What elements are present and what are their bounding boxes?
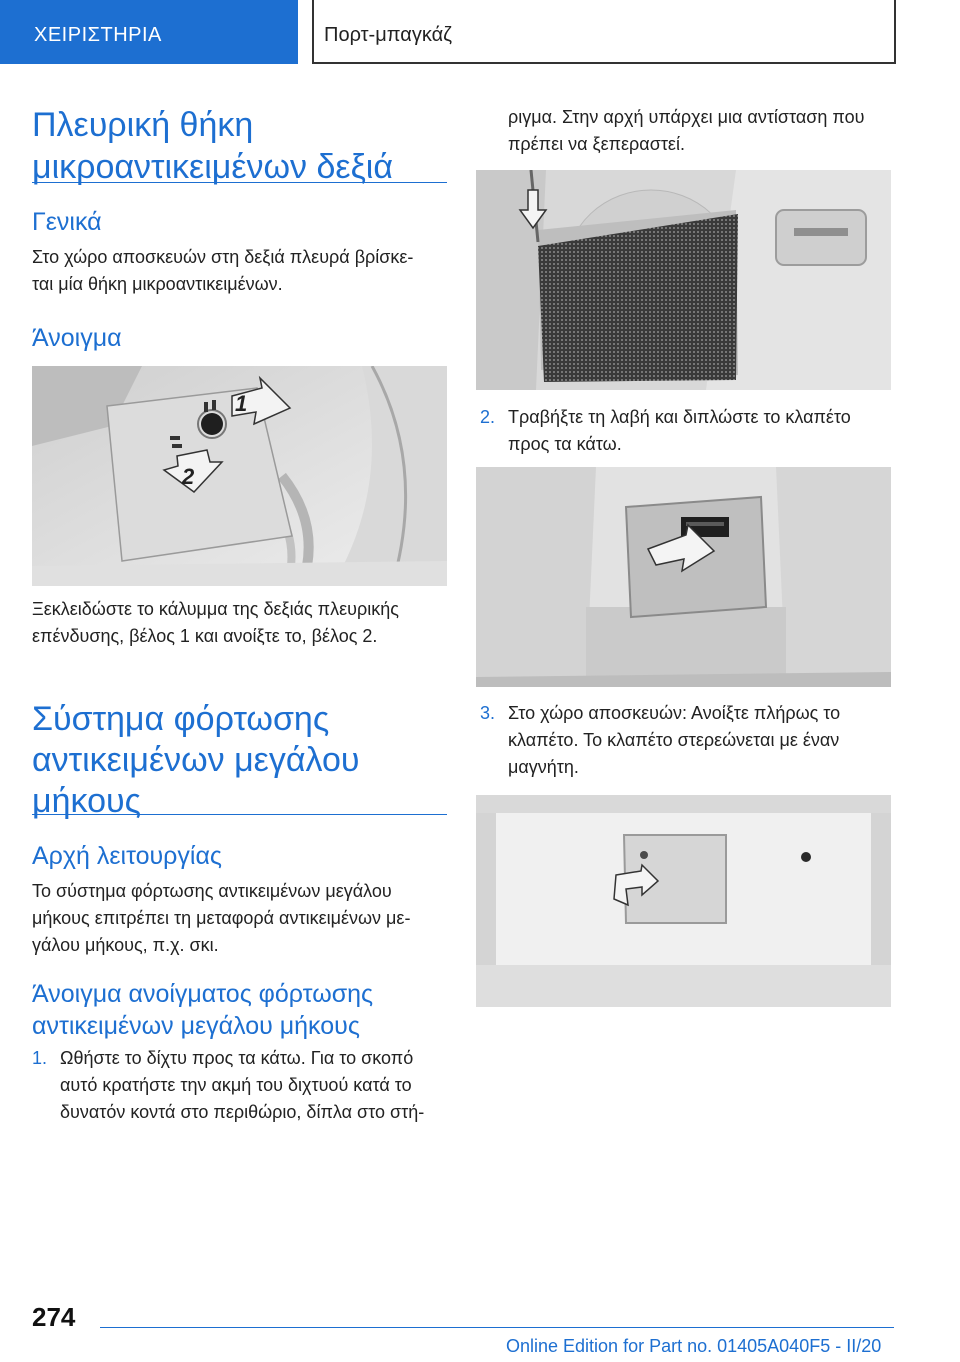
step-2-text: Τραβήξτε τη λαβή και διπλώστε το κλαπέτο προς τα κάτω. [508,407,851,454]
chapter-box [312,0,896,64]
heading-loading-system: Σύστημα φόρτωσης αντικειμένων μεγάλου μήκους [32,700,360,820]
arrow-label-1: 1 [235,391,248,416]
step-2-number: 2. [480,407,496,427]
figure-flap-handle [476,467,891,687]
heading-general: Γενικά [32,208,102,236]
general-text: Στο χώρο αποσκευών στη δεξιά πλευρά βρίσκε- ται μία θήκη μικροαντικειμένων. [32,247,414,294]
heading-open-loading: Άνοιγμα ανοίγματος φόρτωσης αντικειμένων μεγάλου μήκους [32,980,374,1040]
step-3 [480,700,895,782]
opening-text: Ξεκλειδώστε το κάλυμμα της δεξιάς πλευρικής επένδυσης, βέλος 1 και ανοίξτε το, βέλος 2. [32,599,399,646]
heading-side-compartment: Πλευρική θήκη μικροαντικειμένων δεξιά [32,106,394,186]
principle-text: Το σύστημα φόρτωσης αντικειμένων μεγάλου μήκους επιτρέπει τη μεταφορά αντικειμένων με- γάλου μήκους, π.χ. σκι. [32,881,411,955]
section-tab [0,0,298,64]
figure-side-compartment [32,366,447,586]
page-number: 274 [32,1302,76,1332]
footer-rule [100,1327,894,1328]
heading-rule [32,182,447,183]
heading-principle: Αρχή λειτουργίας [32,842,222,870]
step-3-number: 3. [480,703,496,723]
step-1-text: Ωθήστε το δίχτυ προς τα κάτω. Για το σκοπό αυτό κρατήστε την ακμή του διχτυού κατά το δυνατόν κοντά στο περιθώριο, δίπλα στο στή- [60,1048,425,1122]
section-title: ΧΕΙΡΙΣΤΗΡΙΑ [34,24,162,46]
heading-opening: Άνοιγμα [32,324,122,352]
step-1 [32,1045,447,1127]
step-1-number: 1. [32,1048,48,1068]
figure-net [476,170,891,390]
step-3-text: Στο χώρο αποσκευών: Ανοίξτε πλήρως το κλαπέτο. Το κλαπέτο στερεώνεται με έναν μαγνήτη. [508,703,841,777]
figure-flap-open [476,795,891,1007]
step-1-continued: ριγμα. Στην αρχή υπάρχει μια αντίσταση που πρέπει να ξεπεραστεί. [508,107,865,154]
edition-text: Online Edition for Part no. 01405A040F5 - II/20 [506,1336,882,1356]
heading-rule-2 [32,814,447,815]
step-2 [480,404,895,460]
chapter-title: Πορτ-μπαγκάζ [324,24,452,46]
arrow-label-2: 2 [182,464,195,489]
